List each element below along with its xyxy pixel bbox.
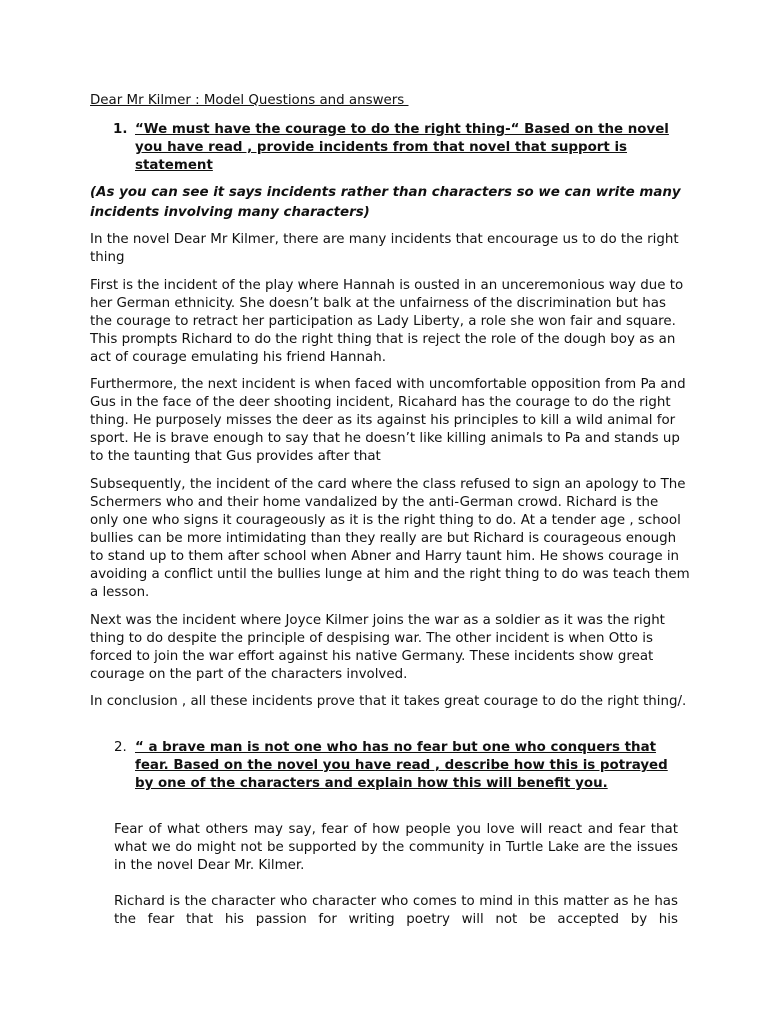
answer-1-paragraph-war-incident: Next was the incident where Joyce Kilmer joins the war as a soldier as it was the right thing to do despite the principle of despising war. The other incident is when Otto is forced to join the war effort against his native Germany. These incidents show great courage on the part of the characters involved. — [90, 613, 665, 682]
answer-1-paragraph-deer-incident: Furthermore, the next incident is when faced with uncomfortable opposition from Pa and Gus in the face of the deer shooting incident, Ricahard has the courage to do the right thing. He purposely misses the deer as its against his principles to kill a wild animal for sport. He is brave enough to say that he doesn’t like killing animals to Pa and stands up to the taunting that Gus provides after that — [90, 377, 686, 464]
answer-1-intro-paragraph: In the novel Dear Mr Kilmer, there are many incidents that encourage us to do the right thing — [90, 232, 679, 265]
question-1-text: “We must have the courage to do the right thing-“ Based on the novel you have read , provide incidents from that novel that support is statement — [135, 122, 669, 173]
question-1-number: 1. — [113, 122, 128, 137]
answer-1-paragraph-card-incident: Subsequently, the incident of the card where the class refused to sign an apology to The Schermers who and their home vandalized by the anti-German crowd. Richard is the only one who signs it courageously as it is the right thing to do. At a tender age , school bullies can be more intimidating than they really are but Richard is courageous enough to stand up to them after school when Abner and Harry taunt him. He shows courage in avoiding a conflict until the bullies lunge at him and the right thing to do was teach them a lesson. — [90, 477, 690, 600]
answer-2-paragraph-fears: Fear of what others may say, fear of how people you love will react and fear that what we do might not be supported by the community in Turtle Lake are the issues in the novel Dear Mr. Kilmer. — [114, 822, 678, 873]
answer-2-paragraph-richard: Richard is the character who character who comes to mind in this matter as he has the fear that his passion for writing poetry will not be accepted by his — [114, 894, 678, 927]
document-title: Dear Mr Kilmer : Model Questions and answers — [90, 93, 409, 108]
question-2-number: 2. — [114, 740, 127, 755]
answer-1-paragraph-play-incident: First is the incident of the play where Hannah is ousted in an unceremonious way due to her German ethnicity. She doesn’t balk at the unfairness of the discrimination but has the courage to retract her participation as Lady Liberty, a role she won fair and square. This prompts Richard to do the right thing that is reject the role of the dough boy as an act of courage emulating his friend Hannah. — [90, 278, 684, 365]
italic-note: (As you can see it says incidents rather than characters so we can write many incidents involving many characters) — [90, 185, 681, 220]
question-2-text: “ a brave man is not one who has no fear but one who conquers that fear. Based on the novel you have read , describe how this is potrayed by one of the characters and explain how this will benefit you. — [135, 740, 668, 791]
answer-1-conclusion-paragraph: In conclusion , all these incidents prove that it takes great courage to do the right thing/. — [90, 694, 687, 709]
